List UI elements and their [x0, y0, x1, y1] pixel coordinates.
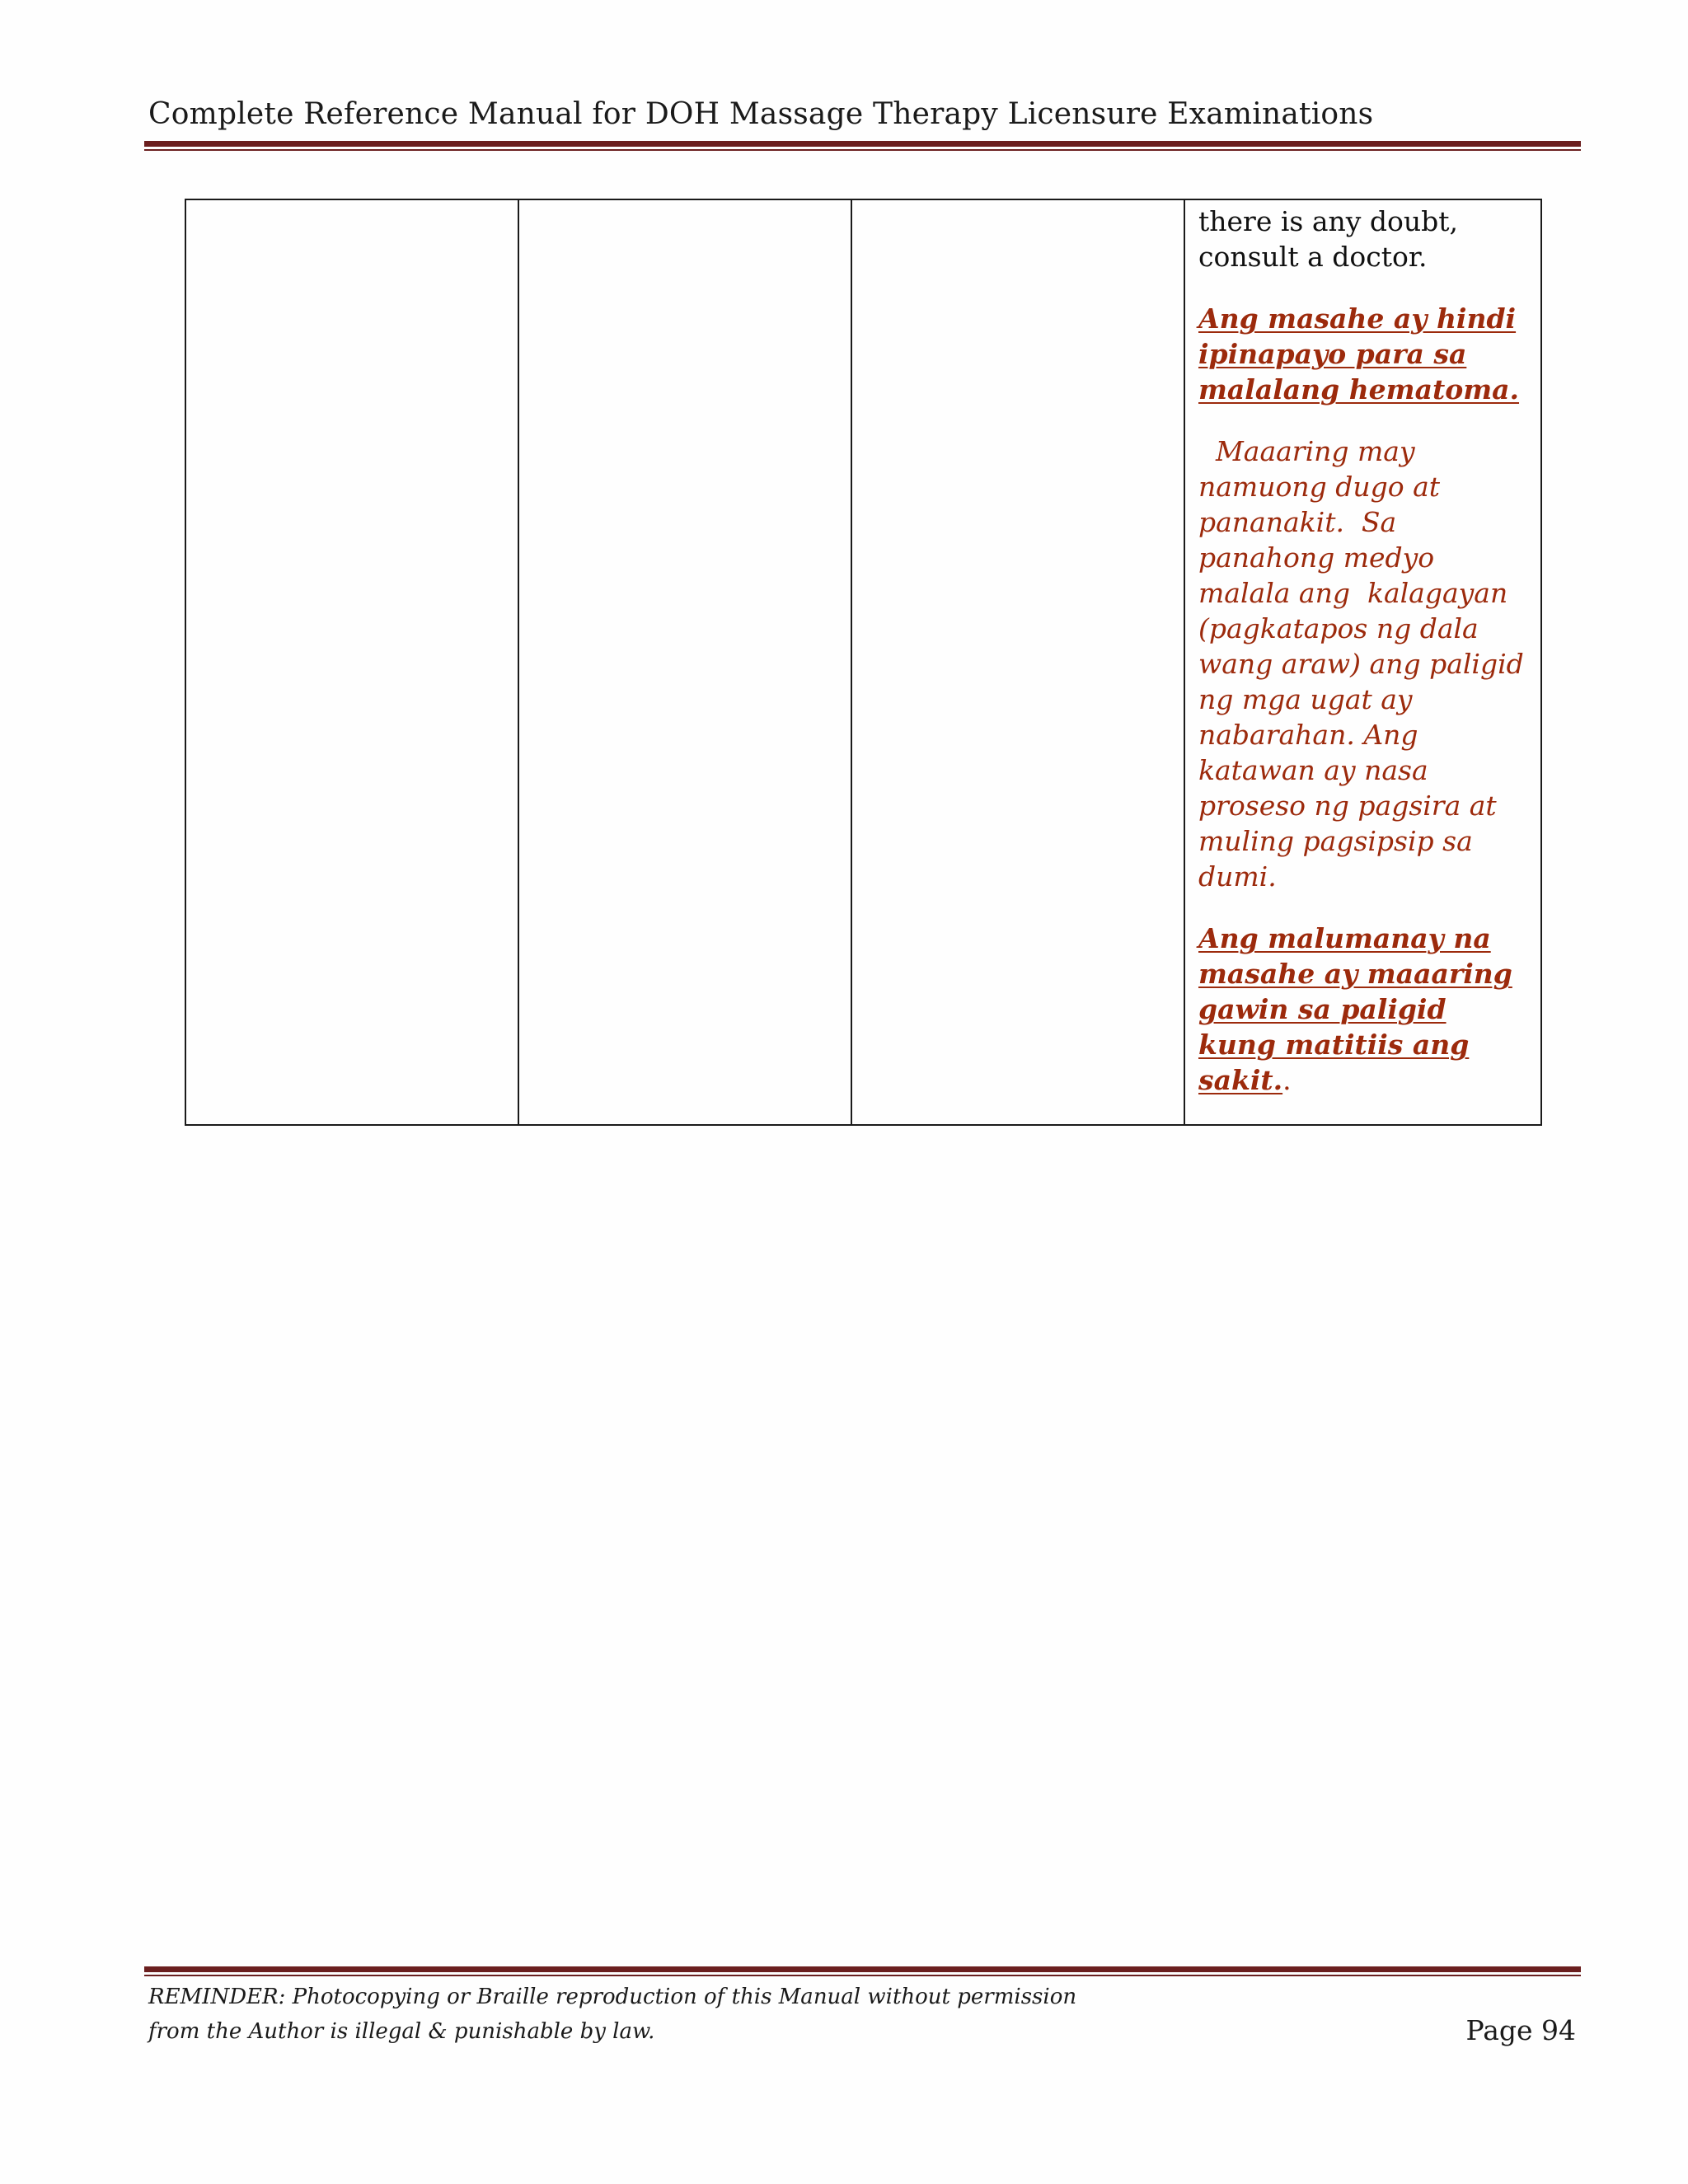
warning-heading-1 [1198, 301, 1529, 407]
page-number: Page 94 [1465, 2014, 1576, 2046]
warning-heading-2 [1198, 921, 1529, 1098]
table-cell-1 [185, 199, 518, 1125]
footer-rule-thick [144, 1966, 1581, 1972]
table-cell-3 [851, 199, 1184, 1125]
hematoma-paragraph: Maaaring may namuong dugo at pananakit. Sa panahong medyo malala ang kalagayan (pagkatapos ng dala wang araw) ang paligid ng mga ugat ay nabarahan. Ang katawan ay nasa proseso ng pagsira at muling pagsipsip sa dumi. [1198, 435, 1533, 893]
header-rule-thick [144, 141, 1581, 147]
table-row [185, 199, 1541, 1125]
footer-reminder-line-2: from the Author is illegal & punishable by law. [148, 2019, 655, 2044]
footer-reminder-line-1: REMINDER: Photocopying or Braille reproduction of this Manual without permission [148, 1985, 1077, 2009]
footer-rule-thin [144, 1975, 1581, 1976]
warning-heading-2-text: Ang malumanay na masahe ay maaaring gawin sa paligid kung matitiis ang sakit. [1198, 922, 1512, 1096]
table-cell-4 [1184, 199, 1541, 1125]
continuation-text: there is any doubt, consult a doctor. [1198, 205, 1458, 273]
warning-heading-1-text: Ang masahe ay hindi ipinapayo para sa malalang hematoma. [1198, 302, 1520, 405]
content-table [185, 199, 1542, 1126]
warning-heading-2-suffix: . [1282, 1064, 1292, 1096]
cell-4-content [1185, 200, 1540, 1098]
document-title: Complete Reference Manual for DOH Massage Therapy Licensure Examinations [148, 97, 1374, 131]
table-cell-2 [518, 199, 851, 1125]
header-rule-thin [144, 149, 1581, 151]
page-header [148, 97, 1582, 131]
